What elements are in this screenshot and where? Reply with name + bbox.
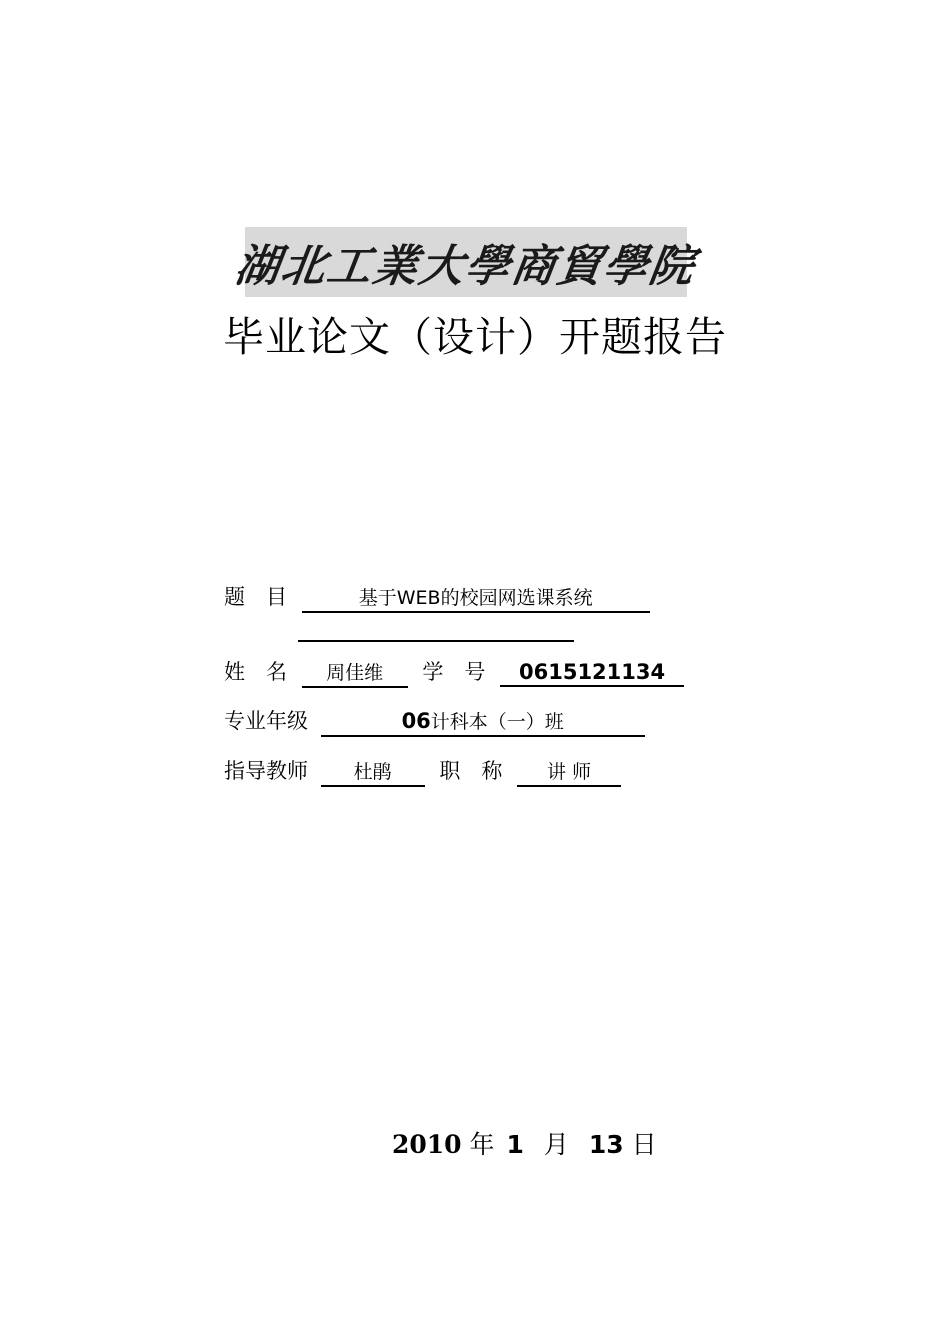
advisor-value: 杜鹃 (321, 759, 425, 787)
topic-row (224, 582, 650, 613)
major-value (321, 708, 645, 737)
student-id-label: 学 号 (422, 660, 486, 684)
name-label: 姓 名 (224, 660, 287, 684)
student-id-value: 0615121134 (500, 659, 684, 687)
advisor-label: 指导教师 (224, 759, 308, 783)
date-month-unit: 月 (543, 1130, 569, 1159)
name-row (224, 657, 684, 688)
date-month: 1 (506, 1130, 524, 1159)
date-year-unit: 年 (469, 1130, 495, 1159)
topic-label: 题 目 (224, 585, 287, 609)
document-title: 毕业论文（设计）开题报告 (223, 313, 727, 361)
report-date (392, 1128, 657, 1162)
major-row (224, 706, 645, 737)
date-year: 2010 (392, 1130, 462, 1159)
school-name-calligraphy: 湖北工業大學商貿學院 (231, 241, 699, 292)
topic-second-line (298, 640, 574, 642)
job-title-value: 讲 师 (517, 759, 621, 787)
job-title-label: 职 称 (439, 759, 503, 783)
major-label: 专业年级 (224, 709, 308, 733)
major-class: 计科本（一）班 (430, 711, 564, 733)
topic-value: 基于WEB的校园网选课系统 (302, 585, 650, 613)
date-day: 13 (588, 1130, 624, 1159)
advisor-row (224, 756, 621, 787)
major-year: 06 (401, 709, 431, 733)
school-logo (231, 227, 699, 297)
date-day-unit: 日 (631, 1130, 657, 1159)
name-value: 周佳维 (302, 660, 408, 688)
